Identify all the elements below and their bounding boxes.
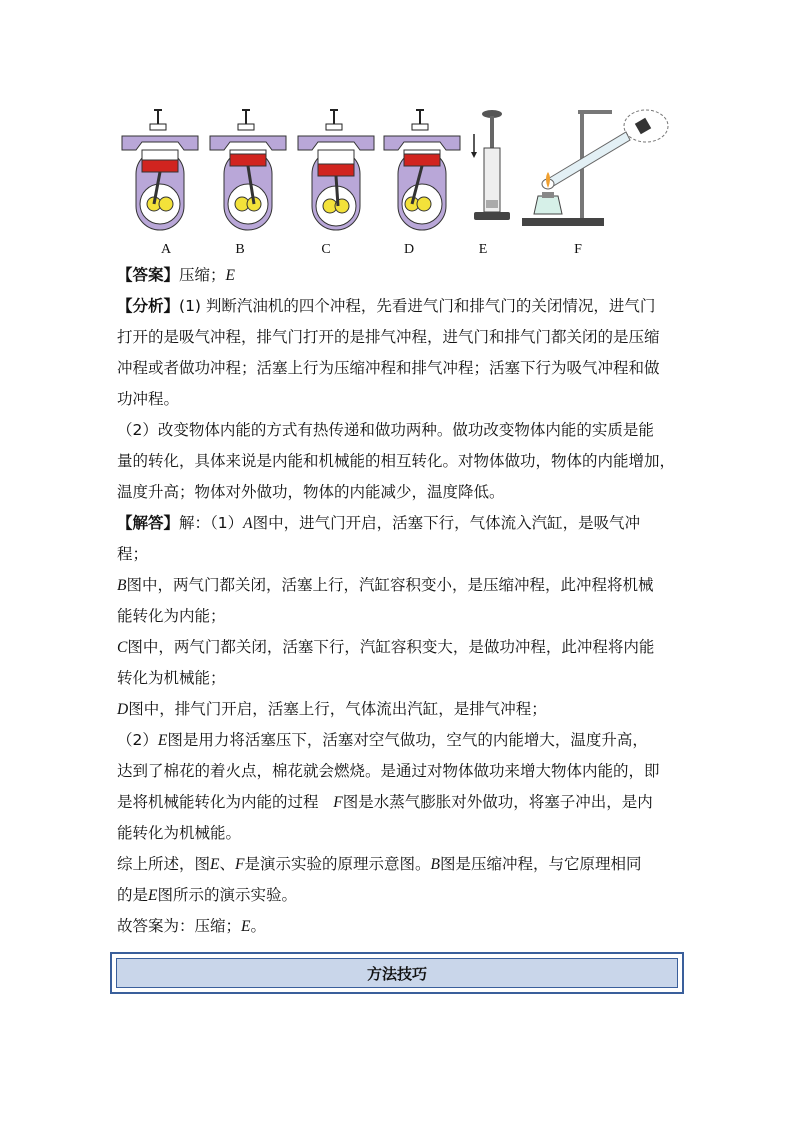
solution-a-prefix: 解：（1） (179, 514, 244, 532)
solution-line-e2: 达到了棉花的着火点，棉花就会燃烧。是通过对物体做功来增大物体内能的，即 (117, 762, 660, 780)
solution-line-c2: 转化为机械能； (117, 669, 226, 687)
analysis-line-2: 打开的是吸气冲程，排气门打开的是排气冲程，进气门和排气门都关闭的是压缩 (117, 328, 660, 346)
engine-diagram-a (118, 104, 202, 232)
solution-text (117, 260, 677, 942)
solution-c-text: 图中，两气门都关闭，活塞下行，汽缸容积变大，是做功冲程，此冲程将内能 (127, 638, 655, 656)
answer-text: 压缩； (179, 266, 226, 284)
solution-line-b2: 能转化为内能； (117, 607, 226, 625)
final-answer-end: 。 (250, 917, 266, 935)
summary-s3: 是演示实验的原理示意图。 (244, 855, 431, 873)
solution-d-text: 图中，排气门开启，活塞上行，气体流出汽缸，是排气冲程； (128, 700, 547, 718)
summary-line-2 (117, 880, 677, 911)
figure-label-d: D (403, 242, 415, 257)
analysis-tag: 【分析】 (117, 297, 180, 315)
summary-var-b: B (430, 856, 440, 873)
summary-line-1 (117, 849, 677, 880)
analysis-line-5: （2）改变物体内能的方式有热传递和做功两种。做功改变物体内能的实质是能 (117, 421, 654, 439)
solution-line-a2: 程； (117, 545, 149, 563)
analysis-line-6: 量的转化，具体来说是内能和机械能的相互转化。对物体做功，物体的内能增加， (117, 452, 676, 470)
summary-s5: 的是 (117, 886, 149, 904)
engine-diagram-d (380, 104, 464, 232)
summary-s4: 图是压缩冲程，与它原理相同 (439, 855, 642, 873)
figure-label-b: B (235, 242, 245, 257)
final-answer-var: E (241, 918, 251, 935)
solution-line-d (117, 694, 677, 725)
figure-label-f: F (574, 242, 582, 257)
solution-line-e3 (117, 787, 677, 818)
section-banner (110, 952, 684, 994)
summary-var-e2: E (148, 887, 158, 904)
var-f: F (333, 794, 343, 811)
solution-e-text: 图是用力将活塞压下，活塞对空气做功，空气的内能增大，温度升高， (167, 731, 648, 749)
figure-label-c: C (321, 242, 331, 257)
summary-s6: 图所示的演示实验。 (157, 886, 297, 904)
var-b: B (117, 577, 127, 594)
solution-e3-text: 是将机械能转化为内能的过程 (117, 793, 319, 811)
solution-a-text: 图中，进气门开启，活塞下行，气体流入汽缸，是吸气冲 (252, 514, 641, 532)
summary-var-e: E (210, 856, 220, 873)
solution-line-e5: 能转化为机械能。 (117, 824, 242, 842)
summary-s2: 、 (219, 855, 235, 873)
analysis-line-7: 温度升高；物体对外做功，物体的内能减少，温度降低。 (117, 483, 505, 501)
engine-diagram-c (294, 104, 378, 232)
figure-label-e: E (478, 242, 488, 257)
analysis-text: (1) 判断汽油机的四个冲程，先看进气门和排气门的关闭情况，进气门 (179, 297, 656, 315)
section-banner-title: 方法技巧 (116, 958, 678, 988)
figure-row (118, 104, 678, 256)
solution-e4-text: 图是水蒸气膨胀对外做功，将塞子冲出，是内 (342, 793, 653, 811)
figure-label-a: A (160, 242, 172, 257)
steam-tube-apparatus-f (518, 104, 678, 232)
engine-diagram-b (206, 104, 290, 232)
answer-var: E (225, 267, 235, 284)
solution-tag: 【解答】 (117, 514, 180, 532)
solution-e-prefix: （2） (117, 731, 158, 749)
var-c: C (117, 639, 128, 656)
compression-apparatus-e (466, 104, 516, 232)
solution-b-text: 图中，两气门都关闭，活塞上行，汽缸容积变小，是压缩冲程，此冲程将机械 (126, 576, 654, 594)
answer-tag: 【答案】 (117, 266, 180, 284)
summary-s1: 综上所述，图 (117, 855, 211, 873)
summary-var-f: F (235, 856, 245, 873)
solution-line-b (117, 570, 677, 601)
solution-line-e (117, 725, 677, 756)
solution-line-c (117, 632, 677, 663)
var-a: A (243, 515, 253, 532)
solution-line-a (117, 508, 677, 539)
analysis-line-1 (117, 291, 677, 322)
final-answer-line (117, 911, 677, 942)
var-d: D (117, 701, 129, 718)
analysis-line-4: 功冲程。 (117, 390, 180, 408)
answer-line (117, 260, 677, 291)
analysis-line-3: 冲程或者做功冲程；活塞上行为压缩冲程和排气冲程；活塞下行为吸气冲程和做 (117, 359, 660, 377)
final-answer-text: 故答案为：压缩； (117, 917, 242, 935)
var-e: E (157, 732, 168, 749)
